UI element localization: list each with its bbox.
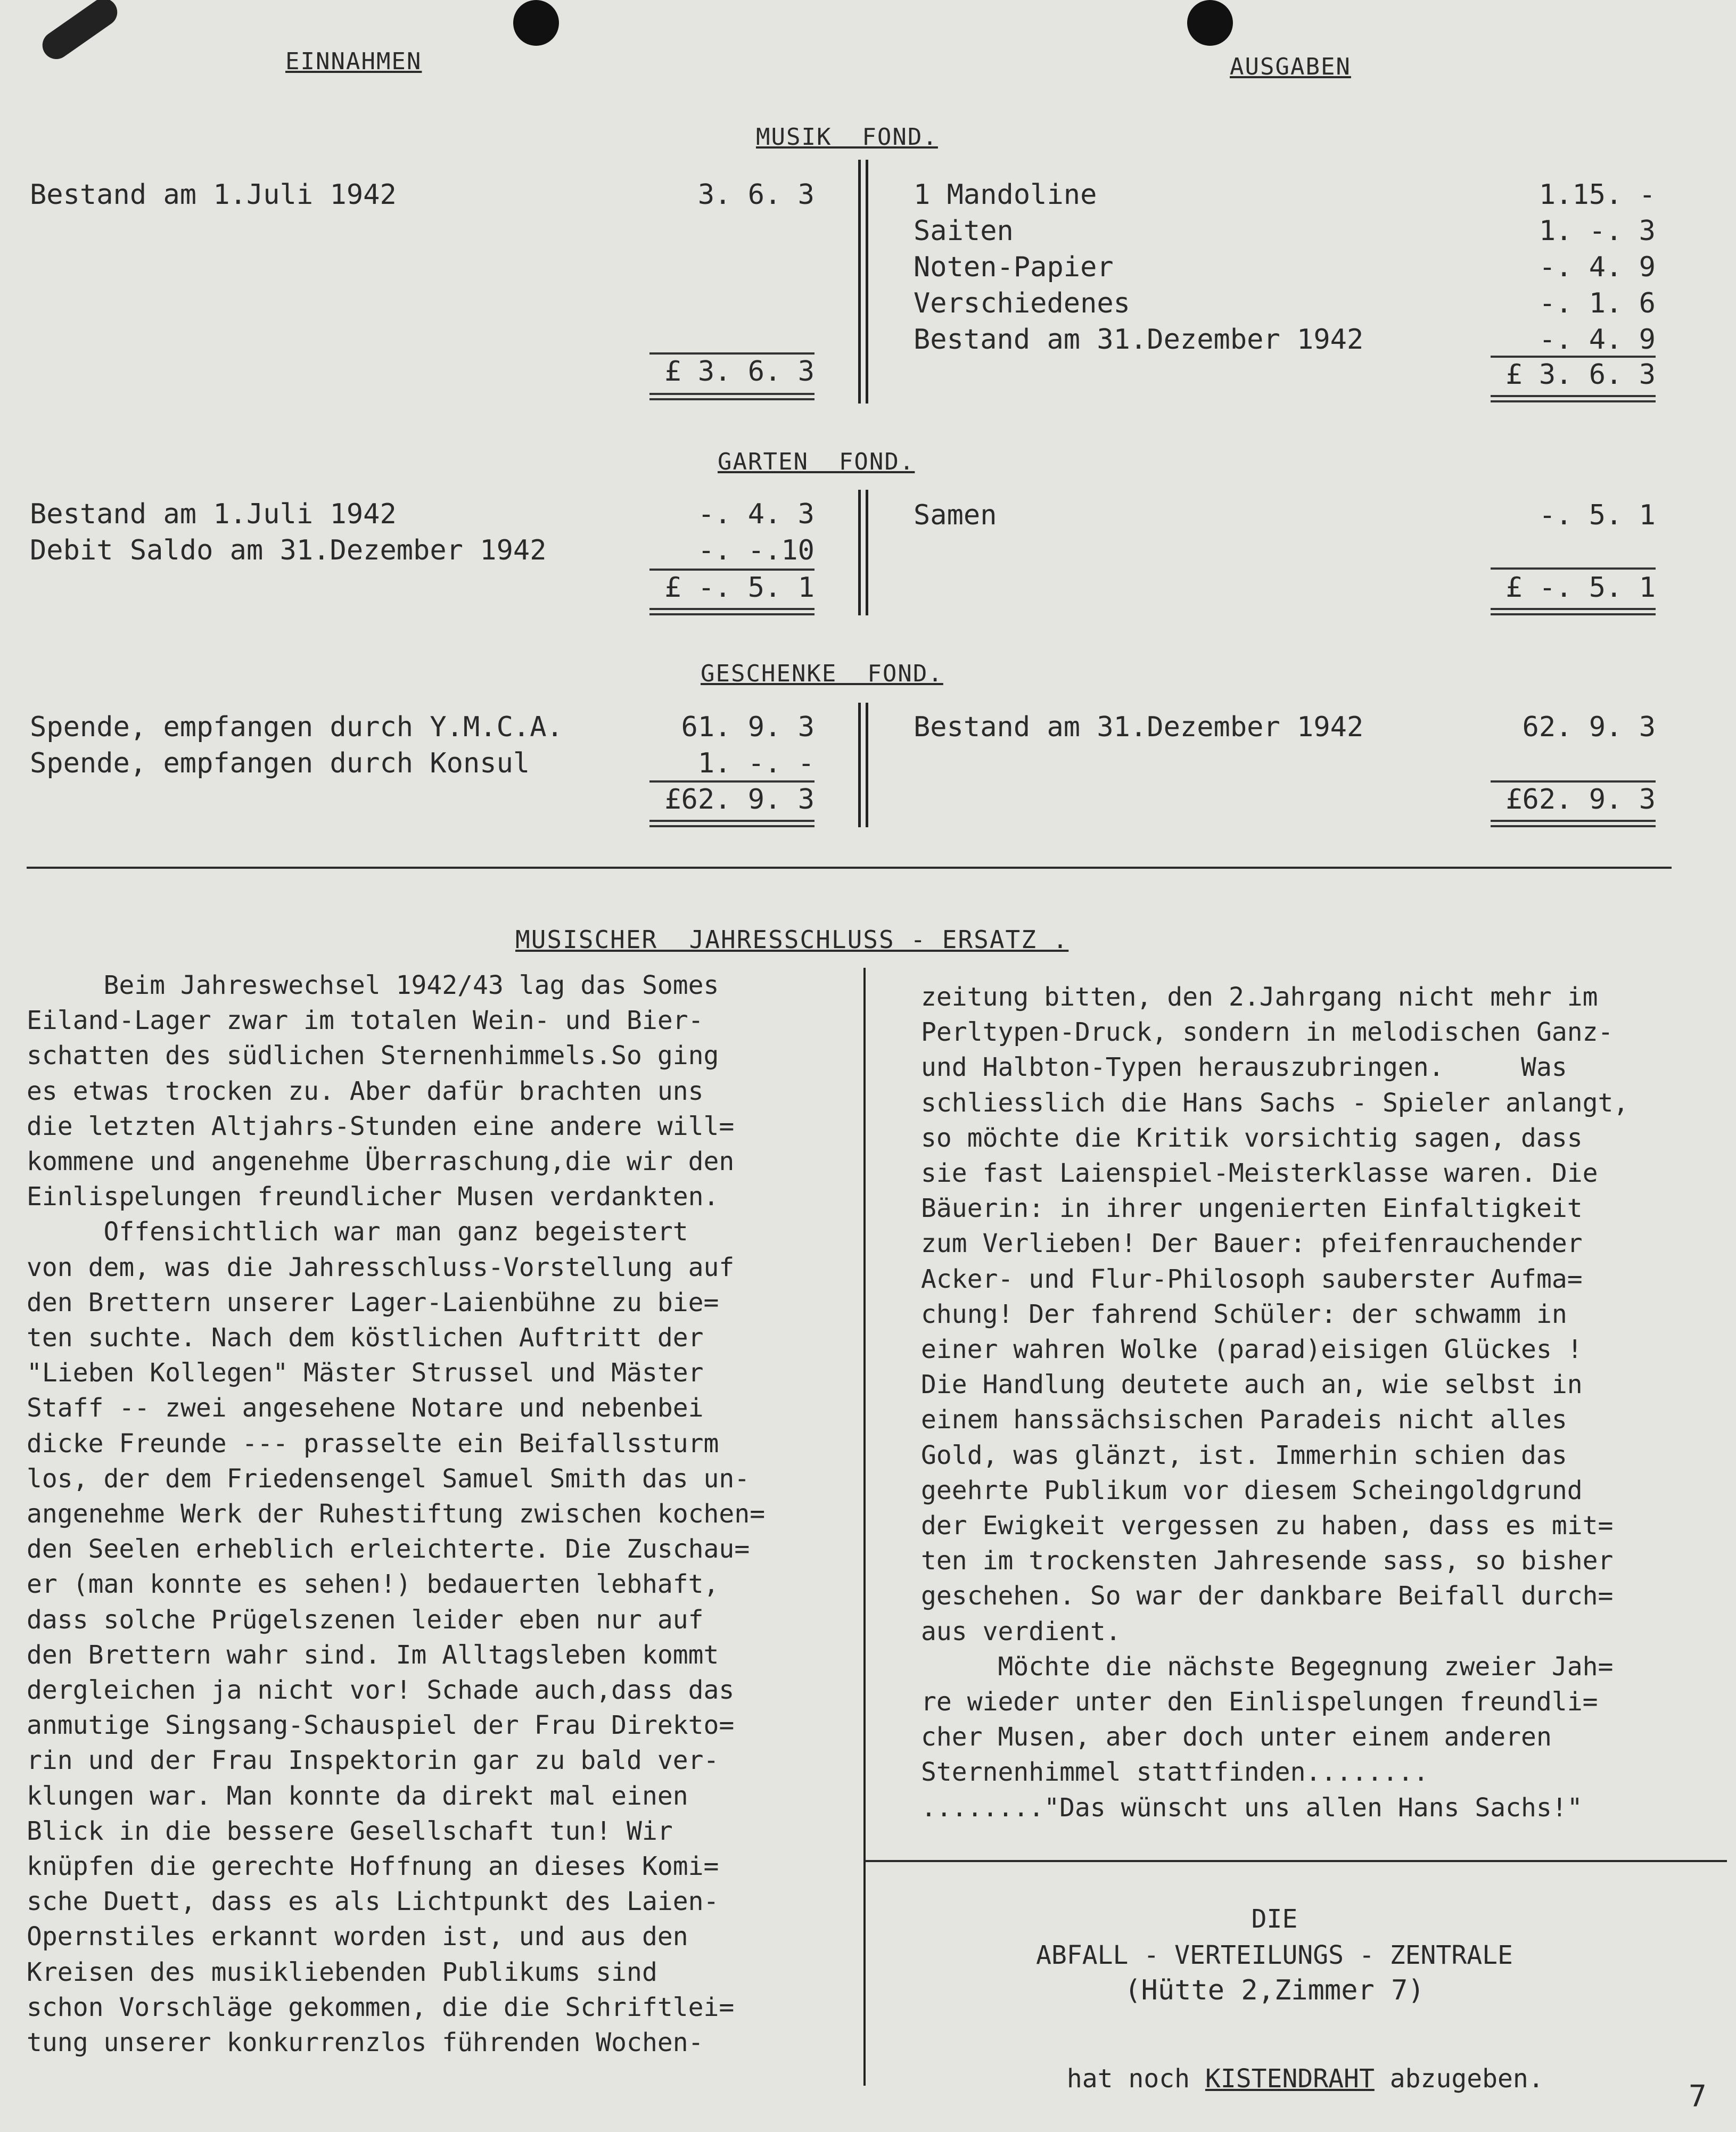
musik-income-total-rule xyxy=(649,393,814,395)
garten-income-total-rule xyxy=(649,608,814,610)
left-line: Staff -- zwei angesehene Notare und nebenbei xyxy=(27,1393,704,1423)
left-line: die letzten Altjahrs-Stunden eine andere will= xyxy=(27,1111,735,1141)
expenses-header: AUSGABEN xyxy=(1230,53,1351,80)
left-line: Eiland-Lager zwar im totalen Wein- und Bier- xyxy=(27,1006,704,1036)
notice-top-rule xyxy=(865,1860,1727,1862)
right-line: geehrte Publikum vor diesem Scheingoldgrund xyxy=(921,1475,1583,1505)
musik-expense-amount-4: -. 4. 9 xyxy=(1538,324,1656,356)
garten-column-divider-b xyxy=(866,490,868,615)
musik-expense-label-4: Bestand am 31.Dezember 1942 xyxy=(914,324,1364,356)
geschenke-income-total: £62. 9. 3 xyxy=(664,784,814,816)
musik-expense-label-3: Verschiedenes xyxy=(914,287,1130,319)
left-line: Kreisen des musikliebenden Publikums sind xyxy=(27,1957,657,1987)
right-line: Möchte die nächste Begegnung zweier Jah= xyxy=(921,1651,1614,1682)
left-line: es etwas trocken zu. Aber dafür brachten uns xyxy=(27,1076,704,1106)
left-line: schatten des südlichen Sternenhimmels.So ging xyxy=(27,1041,719,1071)
geschenke-income-label-0: Spende, empfangen durch Y.M.C.A. xyxy=(30,711,563,743)
right-line: sie fast Laienspiel-Meisterklasse waren. Die xyxy=(921,1158,1598,1189)
left-line: dicke Freunde --- prasselte ein Beifallssturm xyxy=(27,1428,719,1459)
garten-expense-amount-0: -. 5. 1 xyxy=(1538,499,1656,531)
garten-income-total-rule2 xyxy=(649,613,814,615)
notice-line-3: (Hütte 2,Zimmer 7) xyxy=(1124,1974,1425,2006)
left-line: knüpfen die gerechte Hoffnung an dieses Komi= xyxy=(27,1851,719,1882)
left-line: Opernstiles erkannt worden ist, und aus den xyxy=(27,1922,688,1952)
right-line: aus verdient. xyxy=(921,1616,1121,1647)
left-line: los, der dem Friedensengel Samuel Smith das un- xyxy=(27,1463,750,1494)
article-left-column xyxy=(27,968,857,2060)
right-line: einem hanssächsischen Paradeis nicht alles xyxy=(921,1405,1567,1435)
garten-income-label-1: Debit Saldo am 31.Dezember 1942 xyxy=(30,534,547,566)
notice-line-1: DIE xyxy=(1251,1904,1298,1934)
musik-expense-amount-1: 1. -. 3 xyxy=(1538,215,1656,247)
musik-expense-amount-2: -. 4. 9 xyxy=(1538,251,1656,283)
geschenke-column-divider-b xyxy=(866,703,868,827)
geschenke-income-total-rule2 xyxy=(649,825,814,827)
right-line: cher Musen, aber doch unter einem anderen xyxy=(921,1722,1552,1752)
right-line: und Halbton-Typen herauszubringen. Was xyxy=(921,1052,1567,1083)
garten-expense-total-rule2 xyxy=(1491,613,1656,615)
punch-hole-left xyxy=(513,0,559,46)
right-line: schliesslich die Hans Sachs - Spieler anlangt, xyxy=(921,1088,1629,1118)
notice-line-4-post: abzugeben. xyxy=(1374,2064,1544,2094)
right-line: so möchte die Kritik vorsichtig sagen, dass xyxy=(921,1123,1583,1153)
left-line: anmutige Singsang-Schauspiel der Frau Direkto= xyxy=(27,1710,735,1741)
geschenke-income-amount-1: 1. -. - xyxy=(697,747,814,779)
garten-expense-total: £ -. 5. 1 xyxy=(1505,572,1656,604)
left-line: von dem, was die Jahresschluss-Vorstellung auf xyxy=(27,1252,735,1282)
right-line: Perltypen-Druck, sondern in melodischen Ganz- xyxy=(921,1017,1614,1048)
musik-expense-amount-3: -. 1. 6 xyxy=(1538,287,1656,319)
right-line: einer wahren Wolke (parad)eisigen Glückes ! xyxy=(921,1335,1583,1365)
left-line: rin und der Frau Inspektorin gar zu bald ver- xyxy=(27,1746,719,1776)
notice-line-2: ABFALL - VERTEILUNGS - ZENTRALE xyxy=(1036,1940,1513,1970)
right-line: ten im trockensten Jahresende sass, so bisher xyxy=(921,1546,1614,1576)
right-line: zeitung bitten, den 2.Jahrgang nicht mehr im xyxy=(921,982,1598,1012)
right-line: zum Verlieben! Der Bauer: pfeifenrauchender xyxy=(921,1229,1583,1259)
left-line: den Brettern unserer Lager-Laienbühne zu bie= xyxy=(27,1287,719,1318)
right-line: geschehen. So war der dankbare Beifall durch= xyxy=(921,1581,1614,1611)
geschenke-expense-total-rule2 xyxy=(1491,825,1656,827)
right-line: Die Handlung deutete auch an, wie selbst in xyxy=(921,1370,1583,1400)
geschenke-income-total-rule xyxy=(649,820,814,822)
left-line: Blick in die bessere Gesellschaft tun! Wir xyxy=(27,1816,673,1846)
section-separator xyxy=(27,867,1672,869)
left-line: den Brettern wahr sind. Im Alltagsleben kommt xyxy=(27,1640,719,1670)
income-header: EINNAHMEN xyxy=(285,48,422,75)
musik-expense-amount-0: 1.15. - xyxy=(1538,179,1656,211)
left-line: ten suchte. Nach dem köstlichen Auftritt der xyxy=(27,1323,704,1353)
left-line: dass solche Prügelszenen leider eben nur auf xyxy=(27,1604,704,1635)
musik-income-amount-0: 3. 6. 3 xyxy=(697,179,814,211)
right-line: Acker- und Flur-Philosoph sauberster Aufma= xyxy=(921,1264,1583,1294)
left-line: Einlispelungen freundlicher Musen verdankten. xyxy=(27,1182,719,1212)
garten-income-label-0: Bestand am 1.Juli 1942 xyxy=(30,498,397,530)
left-line: kommene und angenehme Überraschung,die wir den xyxy=(27,1147,735,1177)
left-line: klungen war. Man konnte da direkt mal einen xyxy=(27,1781,688,1811)
article-right-column xyxy=(921,979,1719,1825)
ink-blot xyxy=(37,0,123,64)
section-title-musik: MUSIK FOND. xyxy=(756,124,938,151)
notice-item-emphasis: KISTENDRAHT xyxy=(1205,2064,1375,2094)
garten-income-amount-1: -. -.10 xyxy=(697,534,814,566)
musik-expense-total-rule xyxy=(1491,395,1656,397)
musik-expense-label-1: Saiten xyxy=(914,215,1014,247)
section-title-garten: GARTEN FOND. xyxy=(718,448,915,475)
musik-income-total-rule2 xyxy=(649,398,814,400)
musik-expense-label-0: 1 Mandoline xyxy=(914,179,1097,211)
musik-column-divider-b xyxy=(866,160,868,404)
musik-column-divider-a xyxy=(858,160,861,404)
geschenke-expense-amount-0: 62. 9. 3 xyxy=(1522,711,1656,743)
geschenke-income-label-1: Spende, empfangen durch Konsul xyxy=(30,747,530,779)
musik-income-label-0: Bestand am 1.Juli 1942 xyxy=(30,179,397,211)
right-line: der Ewigkeit vergessen zu haben, dass es mit= xyxy=(921,1511,1614,1541)
left-line: schon Vorschläge gekommen, die die Schriftlei= xyxy=(27,1992,735,2022)
left-line: sche Duett, dass es als Lichtpunkt des Laien- xyxy=(27,1887,719,1917)
right-line: re wieder unter den Einlispelungen freundli= xyxy=(921,1687,1598,1717)
garten-column-divider-a xyxy=(858,490,861,615)
notice-line-4-pre: hat noch xyxy=(1066,2064,1205,2094)
left-line: er (man konnte es sehen!) bedauerten lebhaft, xyxy=(27,1569,719,1600)
left-line: "Lieben Kollegen" Mäster Strussel und Mäster xyxy=(27,1358,704,1388)
right-line: Bäuerin: in ihrer ungenierten Einfaltigkeit xyxy=(921,1193,1583,1224)
section-title-geschenke: GESCHENKE FOND. xyxy=(701,660,943,687)
garten-expense-total-rule xyxy=(1491,608,1656,610)
geschenke-expense-total: £62. 9. 3 xyxy=(1505,784,1656,816)
left-line: angenehme Werk der Ruhestiftung zwischen kochen= xyxy=(27,1499,766,1529)
geschenke-expense-label-0: Bestand am 31.Dezember 1942 xyxy=(914,711,1364,743)
right-line: Sternenhimmel stattfinden........ xyxy=(921,1757,1429,1788)
left-line: dergleichen ja nicht vor! Schade auch,dass das xyxy=(27,1675,735,1706)
right-line: ........"Das wünscht uns allen Hans Sachs!" xyxy=(921,1792,1583,1823)
garten-expense-label-0: Samen xyxy=(914,499,997,531)
geschenke-income-amount-0: 61. 9. 3 xyxy=(681,711,814,743)
left-line: den Seelen erheblich erleichterte. Die Zuschau= xyxy=(27,1534,750,1565)
page-number: 7 xyxy=(1689,2079,1707,2114)
musik-expense-total-rule2 xyxy=(1491,400,1656,402)
left-line: Beim Jahreswechsel 1942/43 lag das Somes xyxy=(27,970,719,1000)
left-line: tung unserer konkurrenzlos führenden Wochen- xyxy=(27,2028,704,2058)
right-line: Gold, was glänzt, ist. Immerhin schien das xyxy=(921,1440,1567,1470)
left-line: Offensichtlich war man ganz begeistert xyxy=(27,1217,688,1247)
notice-line-4 xyxy=(865,2026,1684,2132)
musik-income-total: £ 3. 6. 3 xyxy=(664,356,814,388)
garten-income-amount-0: -. 4. 3 xyxy=(697,498,814,530)
garten-income-total: £ -. 5. 1 xyxy=(664,572,814,604)
punch-hole-right xyxy=(1187,0,1233,46)
right-line: chung! Der fahrend Schüler: der schwamm in xyxy=(921,1299,1567,1329)
article-title: MUSISCHER JAHRESSCHLUSS - ERSATZ . xyxy=(515,925,1069,954)
musik-expense-label-2: Noten-Papier xyxy=(914,251,1114,283)
geschenke-column-divider-a xyxy=(858,703,861,827)
geschenke-expense-total-rule xyxy=(1491,820,1656,822)
musik-expense-total: £ 3. 6. 3 xyxy=(1505,359,1656,391)
